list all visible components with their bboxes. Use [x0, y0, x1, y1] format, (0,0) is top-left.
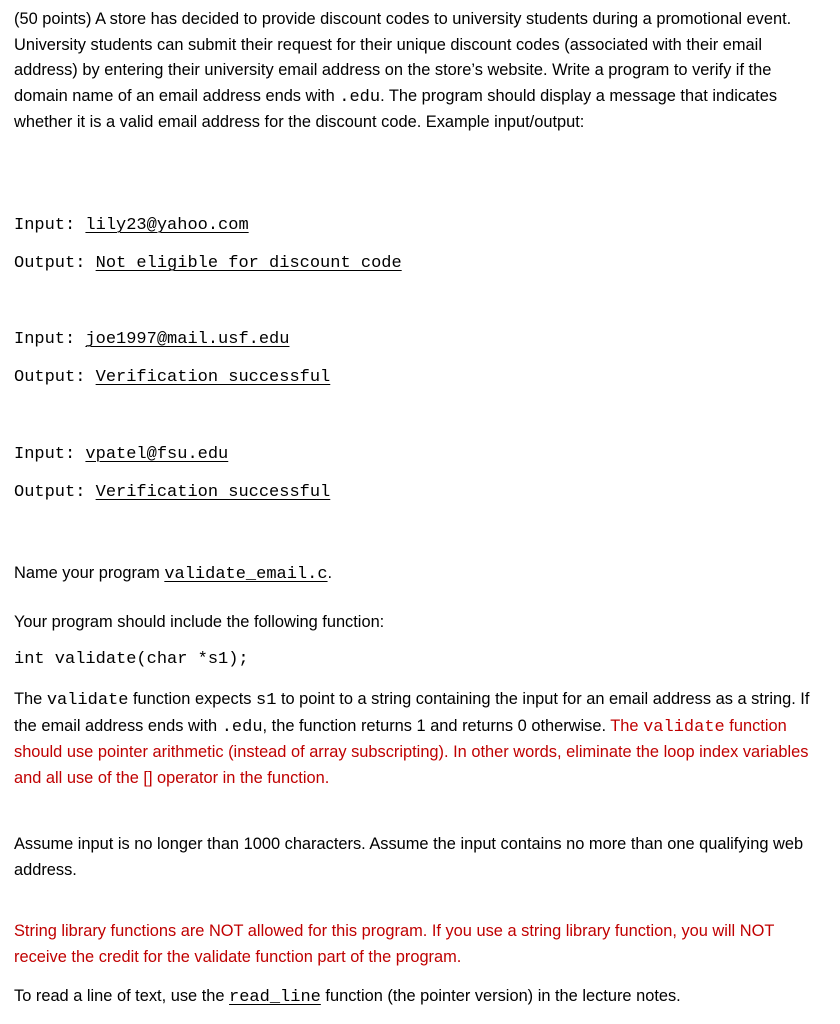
- output-value: Verification successful: [95, 368, 331, 387]
- example-3-input: [14, 444, 228, 466]
- desc-text: , the function returns 1 and returns 0 otherwise.: [262, 716, 611, 735]
- desc-code-validate: validate: [46, 691, 129, 710]
- function-signature: int validate(char *s1);: [14, 650, 249, 669]
- desc-code-s1: s1: [256, 691, 277, 710]
- program-filename: validate_email.c: [164, 565, 328, 584]
- program-name-end: .: [327, 564, 333, 582]
- desc-text: The: [14, 690, 47, 708]
- desc-text: function expects: [128, 690, 256, 708]
- read-line-text: To read a line of text, use the: [14, 987, 230, 1005]
- output-value: Verification successful: [95, 483, 331, 502]
- function-intro: Your program should include the following function:: [14, 613, 385, 631]
- read-line-code: read_line: [229, 988, 321, 1007]
- intro-paragraph: [14, 7, 814, 136]
- example-1-output: [14, 253, 402, 275]
- output-value: Not eligible for discount code: [95, 254, 402, 273]
- example-1-input: [14, 215, 249, 237]
- output-label: Output:: [14, 254, 96, 273]
- program-name-text: Name your program: [14, 564, 165, 582]
- example-3-output: [14, 482, 330, 504]
- desc-red-text: function should use pointer arithmetic (instead of array subscripting). In other words, eliminate the loop index variables and all use of the [] operator in the function.: [14, 716, 809, 787]
- desc-red-code-validate: validate: [643, 717, 725, 737]
- intro-text-end: . The program should display a message that indicates whether it is a valid email address for the discount code. Example input/output:: [14, 86, 778, 131]
- read-line-note: [14, 984, 681, 1010]
- example-2-output: [14, 367, 330, 389]
- input-label: Input:: [14, 445, 86, 464]
- input-label: Input:: [14, 330, 86, 349]
- intro-text: (50 points) A store has decided to provide discount codes to university students during a promotional event. University students can submit their request for their unique discount codes (associated with their email address) by entering their university email address on the store’s website. Write a program to verify if the domain name of an email address ends with: [14, 10, 792, 105]
- read-line-text-end: function (the pointer version) in the lecture notes.: [320, 987, 681, 1005]
- output-label: Output:: [14, 483, 96, 502]
- example-2-input: [14, 329, 289, 351]
- warning-paragraph: String library functions are NOT allowed for this program. If you use a string library function, you will NOT receive the credit for the validate function part of the program.: [14, 922, 775, 966]
- input-value: lily23@yahoo.com: [85, 216, 249, 235]
- desc-red-text: The: [610, 716, 644, 735]
- intro-code-edu: .edu: [339, 87, 381, 107]
- input-value: joe1997@mail.usf.edu: [85, 330, 290, 349]
- function-description: [14, 687, 814, 791]
- output-label: Output:: [14, 368, 96, 387]
- program-name-line: [14, 561, 332, 587]
- input-value: vpatel@fsu.edu: [85, 445, 229, 464]
- desc-code-edu: .edu: [221, 717, 263, 737]
- assumption-paragraph: Assume input is no longer than 1000 characters. Assume the input contains no more than one qualifying web address.: [14, 835, 804, 879]
- desc-text: to point to a string containing the input for an email address as a string. If the email address ends with: [14, 690, 810, 735]
- input-label: Input:: [14, 216, 86, 235]
